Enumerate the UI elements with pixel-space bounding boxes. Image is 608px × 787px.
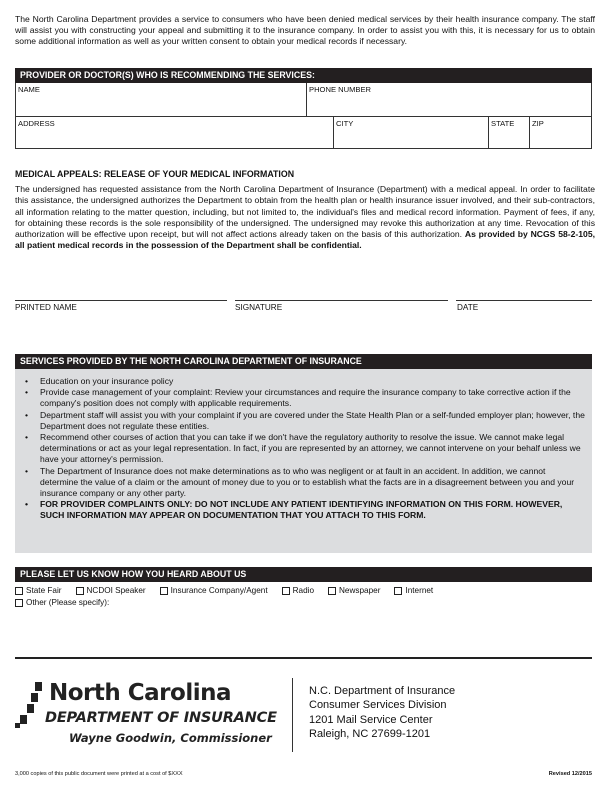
logo-divider bbox=[292, 678, 293, 752]
name-field[interactable] bbox=[16, 83, 306, 116]
list-item: • Department staff will assist you with your complaint if you are covered under the State Health Plan or a self-funded employer plan; however, the Department does not regulate these entities. bbox=[25, 409, 585, 431]
checkbox-other[interactable]: Other (Please specify): bbox=[15, 598, 592, 607]
bullet-icon: • bbox=[25, 432, 29, 443]
checkbox-icon[interactable] bbox=[328, 587, 336, 595]
address-line: Consumer Services Division bbox=[309, 699, 447, 712]
name-label: NAME bbox=[18, 85, 40, 94]
phone-label: PHONE NUMBER bbox=[309, 85, 372, 94]
printed-name-line[interactable] bbox=[15, 300, 227, 301]
date-label: DATE bbox=[457, 303, 479, 312]
intro-paragraph: The North Carolina Department provides a service to consumers who have been denied medical services by their health insurance company. The staff will assist you with constructing your appeal and submitting it to the insurance company. In order to assist you with this, it is necessary for us to obtain some additional information as well as your written consent to obtain your medical records if necessary. bbox=[15, 14, 595, 47]
bullet-icon: • bbox=[25, 376, 29, 386]
state-field[interactable] bbox=[488, 117, 529, 148]
signature-line[interactable] bbox=[235, 300, 448, 301]
city-field[interactable] bbox=[333, 117, 488, 148]
logo-commissioner: Wayne Goodwin, Commissioner bbox=[69, 731, 272, 745]
list-item: • Recommend other courses of action that you can take if we don't have the regulatory authority to resolve the issue. We cannot make legal determinations or act as your legal representation. In fact, if you are represented by an attorney, we cannot intervene on your behalf unless we have your attorney's permission. bbox=[25, 432, 581, 465]
printed-name-label: PRINTED NAME bbox=[15, 303, 77, 312]
appeal-body-bold: As provided by NCGS 58-2-105, all patient medical records in the possession of the Department shall be confidential. bbox=[15, 229, 595, 251]
mailing-address bbox=[309, 684, 455, 741]
checkbox-icon[interactable] bbox=[282, 587, 290, 595]
ncdoi-logo bbox=[15, 678, 285, 750]
address-line: 1201 Mail Service Center bbox=[309, 713, 433, 726]
checkbox-icon[interactable] bbox=[394, 587, 402, 595]
checkbox-ncdoi-speaker[interactable]: NCDOI Speaker bbox=[76, 586, 146, 595]
nc-mark-icon bbox=[15, 682, 49, 728]
checkbox-icon[interactable] bbox=[15, 599, 23, 607]
list-item: • FOR PROVIDER COMPLAINTS ONLY: DO NOT INCLUDE ANY PATIENT IDENTIFYING INFORMATION ON THIS FORM. HOWEVER, SUCH INFORMATION MAY APPEAR ON DOCUMENTATION THAT YOU ATTACH TO THIS FORM. bbox=[25, 499, 563, 521]
checkbox-internet[interactable]: Internet bbox=[394, 586, 433, 595]
checkbox-newspaper[interactable]: Newspaper bbox=[328, 586, 380, 595]
list-item: • Provide case management of your complaint: Review your circumstances and require the insurance company to take corrective action if the company's position does not comply with applicable requirements. bbox=[25, 387, 571, 409]
address-label: ADDRESS bbox=[18, 119, 55, 128]
city-label: CITY bbox=[336, 119, 354, 128]
revision-date: Revised 12/2015 bbox=[548, 771, 592, 777]
address-field[interactable] bbox=[16, 117, 333, 148]
appeal-body bbox=[15, 184, 595, 252]
appeal-body-text: The undersigned has requested assistance from the North Carolina Department of Insurance (Department) with a medical appeal. In order to facilitate this assistance, the undersigned authorizes the Department to obtain from the health plan or health insurance issuer involved, and their sub-contractors, all information relating to the matter question, including, but not limited to, the individual's files and medical record information. Payment of fees, if any, for obtaining these records is the sole responsibility of the undersigned. The undersigned may revoke this authorization at any time. Revocation of this authorization will be effective upon receipt, but will not affect actions already taken on the basis of this authorization. bbox=[15, 184, 595, 240]
heard-section-header: PLEASE LET US KNOW HOW YOU HEARD ABOUT US bbox=[15, 567, 592, 582]
print-cost-note: 3,000 copies of this public document were printed at a cost of $XXX bbox=[15, 771, 183, 777]
services-box bbox=[15, 369, 592, 553]
list-item: • Education on your insurance policy bbox=[25, 376, 174, 386]
zip-field[interactable] bbox=[529, 117, 591, 148]
signature-label: SIGNATURE bbox=[235, 303, 283, 312]
provider-section-header: PROVIDER OR DOCTOR(S) WHO IS RECOMMENDING THE SERVICES: bbox=[15, 68, 592, 83]
footer-divider bbox=[15, 657, 592, 659]
bullet-icon: • bbox=[25, 409, 29, 420]
checkbox-insurance-company[interactable]: Insurance Company/Agent bbox=[160, 586, 268, 595]
provider-form-grid bbox=[15, 83, 592, 149]
address-line: Raleigh, NC 27699-1201 bbox=[309, 727, 431, 740]
phone-field[interactable] bbox=[306, 83, 591, 116]
state-label: STATE bbox=[491, 119, 515, 128]
checkbox-radio[interactable]: Radio bbox=[282, 586, 314, 595]
checkbox-state-fair[interactable]: State Fair bbox=[15, 586, 62, 595]
services-list bbox=[23, 376, 586, 522]
bullet-icon: • bbox=[25, 499, 29, 510]
zip-label: ZIP bbox=[532, 119, 544, 128]
heard-checkbox-row bbox=[15, 586, 592, 595]
checkbox-icon[interactable] bbox=[76, 587, 84, 595]
bullet-icon: • bbox=[25, 387, 29, 398]
list-item: • The Department of Insurance does not make determinations as to who was negligent or at fault in an accident. In addition, we cannot determine the value of a claim or the amount of money due to you or to establish what the facts are in a disagreement between you and your insurance company or any other party. bbox=[25, 465, 575, 499]
date-line[interactable] bbox=[456, 300, 592, 301]
checkbox-icon[interactable] bbox=[15, 587, 23, 595]
services-section-header: SERVICES PROVIDED BY THE NORTH CAROLINA DEPARTMENT OF INSURANCE bbox=[15, 354, 592, 369]
heard-options bbox=[15, 581, 592, 607]
logo-title: North Carolina bbox=[49, 680, 231, 706]
checkbox-icon[interactable] bbox=[160, 587, 168, 595]
bullet-icon: • bbox=[25, 465, 29, 476]
logo-department: DEPARTMENT OF INSURANCE bbox=[45, 710, 277, 726]
appeal-title: MEDICAL APPEALS: RELEASE OF YOUR MEDICAL INFORMATION bbox=[15, 169, 295, 179]
address-line: N.C. Department of Insurance bbox=[309, 685, 456, 697]
